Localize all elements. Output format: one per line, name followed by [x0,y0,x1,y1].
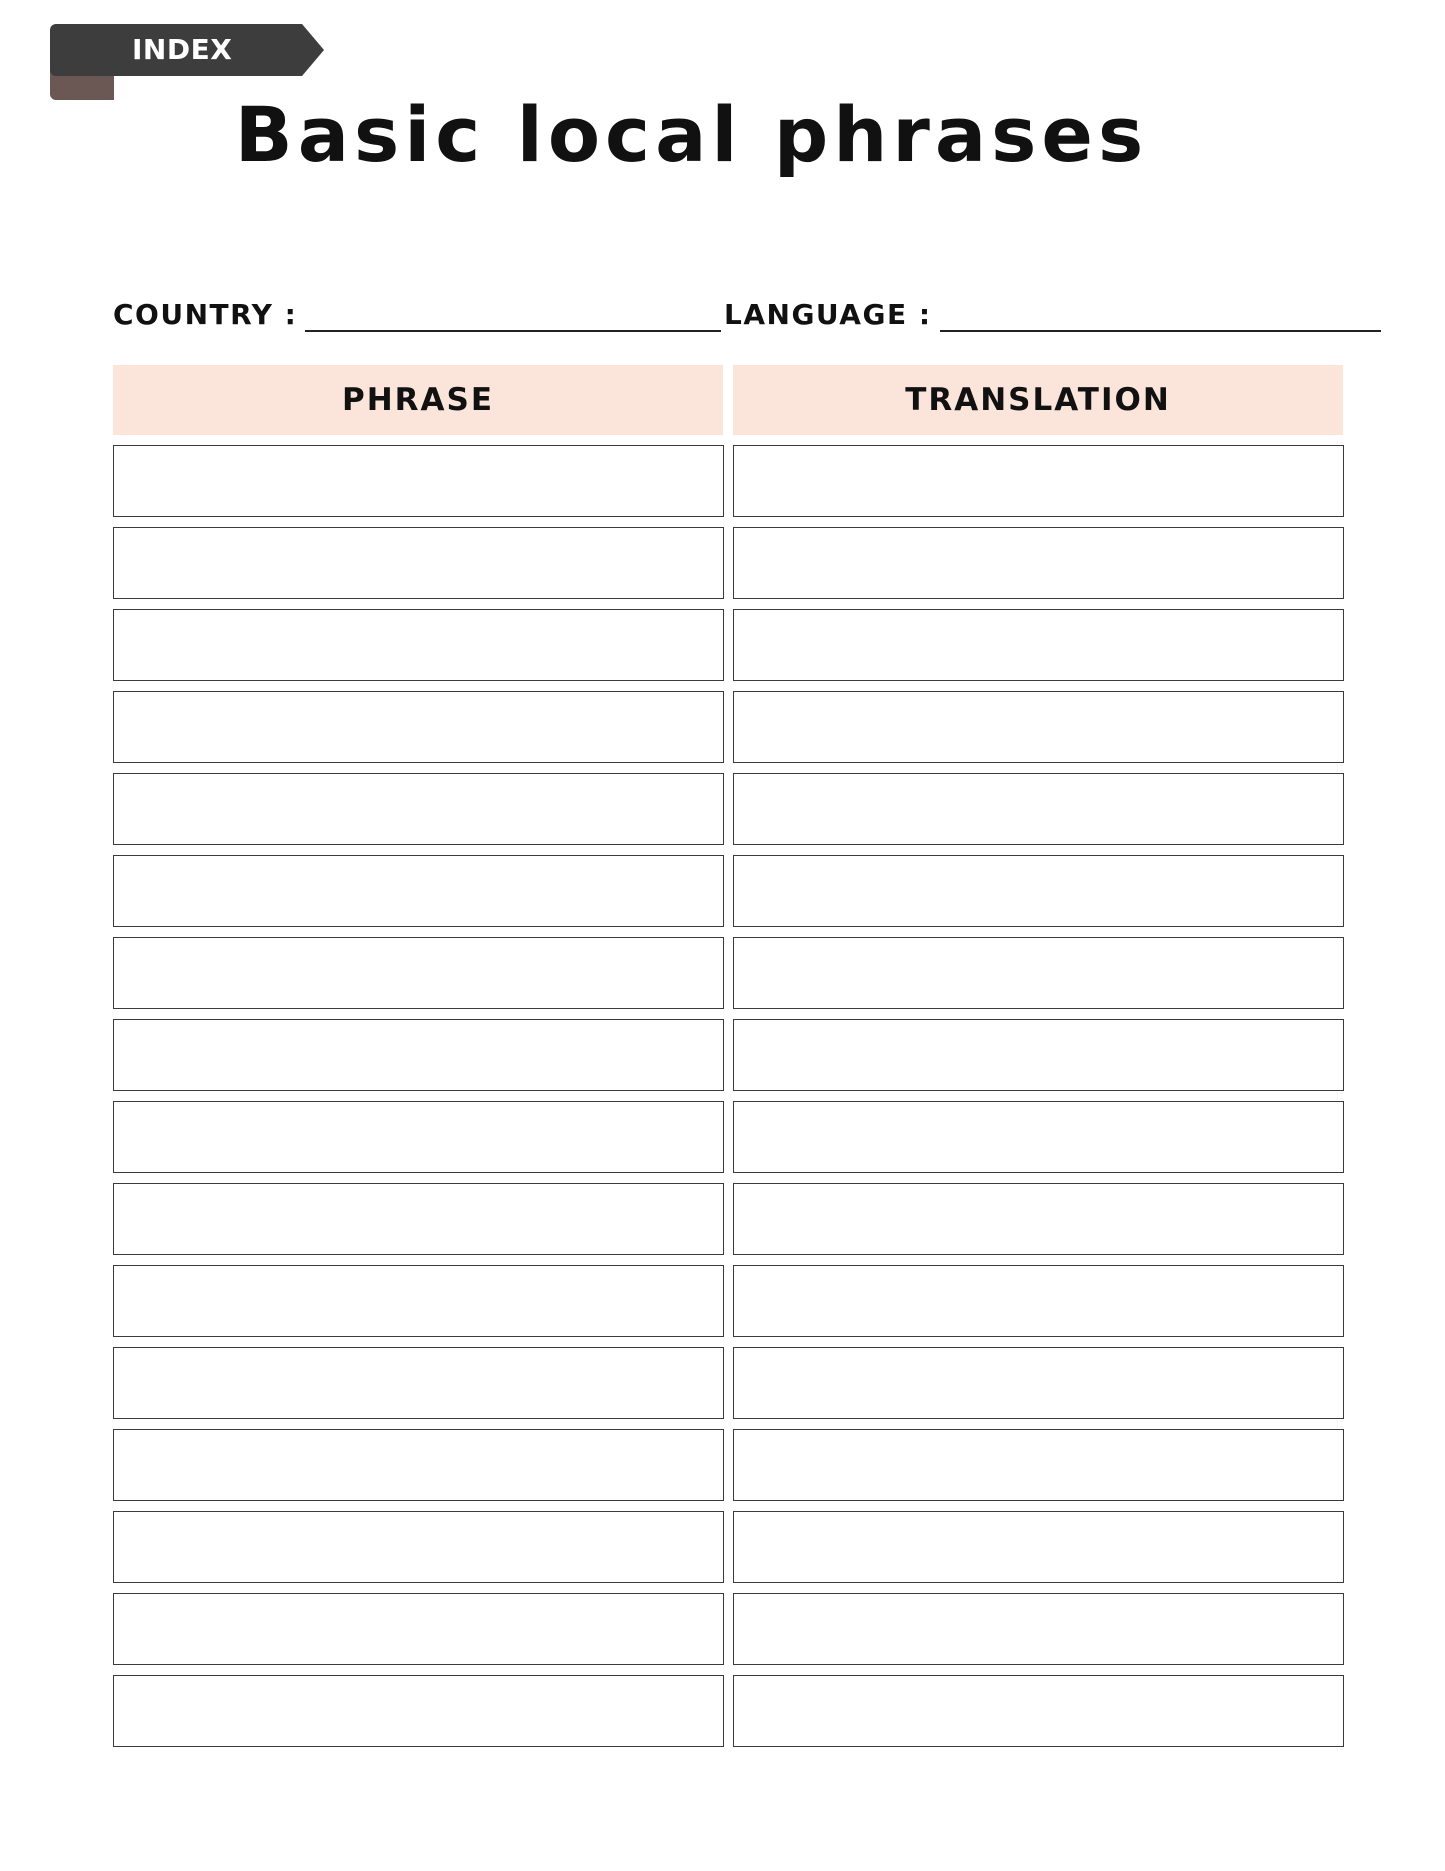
translation-cell[interactable] [733,527,1344,599]
translation-cell[interactable] [733,1183,1344,1255]
country-input[interactable] [305,300,721,332]
translation-column-header: TRANSLATION [733,365,1343,435]
phrase-cell[interactable] [113,609,724,681]
phrase-cell[interactable] [113,1019,724,1091]
index-tab[interactable] [50,24,324,100]
country-label: COUNTRY : [113,298,298,331]
phrase-cell[interactable] [113,1265,724,1337]
translation-cell[interactable] [733,773,1344,845]
translation-cell[interactable] [733,1101,1344,1173]
phrase-cell[interactable] [113,1429,724,1501]
translation-cell[interactable] [733,445,1344,517]
language-label: LANGUAGE : [724,298,932,331]
language-field-row [724,292,1381,332]
phrase-cell[interactable] [113,1347,724,1419]
phrase-cell[interactable] [113,1101,724,1173]
phrase-cell[interactable] [113,527,724,599]
language-input[interactable] [940,300,1381,332]
translation-cell[interactable] [733,1675,1344,1747]
translation-cell[interactable] [733,1593,1344,1665]
translation-cell[interactable] [733,691,1344,763]
translation-cell[interactable] [733,1347,1344,1419]
translation-cell[interactable] [733,1019,1344,1091]
phrase-cell[interactable] [113,773,724,845]
translation-cell[interactable] [733,609,1344,681]
index-tab-label: INDEX [132,33,233,66]
translation-cell[interactable] [733,937,1344,1009]
translation-cell[interactable] [733,1511,1344,1583]
phrase-cell[interactable] [113,1183,724,1255]
phrase-cell[interactable] [113,1593,724,1665]
phrase-cell[interactable] [113,691,724,763]
country-field-row [113,292,721,332]
page-title: Basic local phrases [234,90,1149,179]
phrase-cell[interactable] [113,445,724,517]
phrase-cell[interactable] [113,1675,724,1747]
phrase-cell[interactable] [113,937,724,1009]
translation-cell[interactable] [733,855,1344,927]
phrase-cell[interactable] [113,855,724,927]
phrase-column-header: PHRASE [113,365,723,435]
phrase-cell[interactable] [113,1511,724,1583]
translation-cell[interactable] [733,1265,1344,1337]
translation-cell[interactable] [733,1429,1344,1501]
